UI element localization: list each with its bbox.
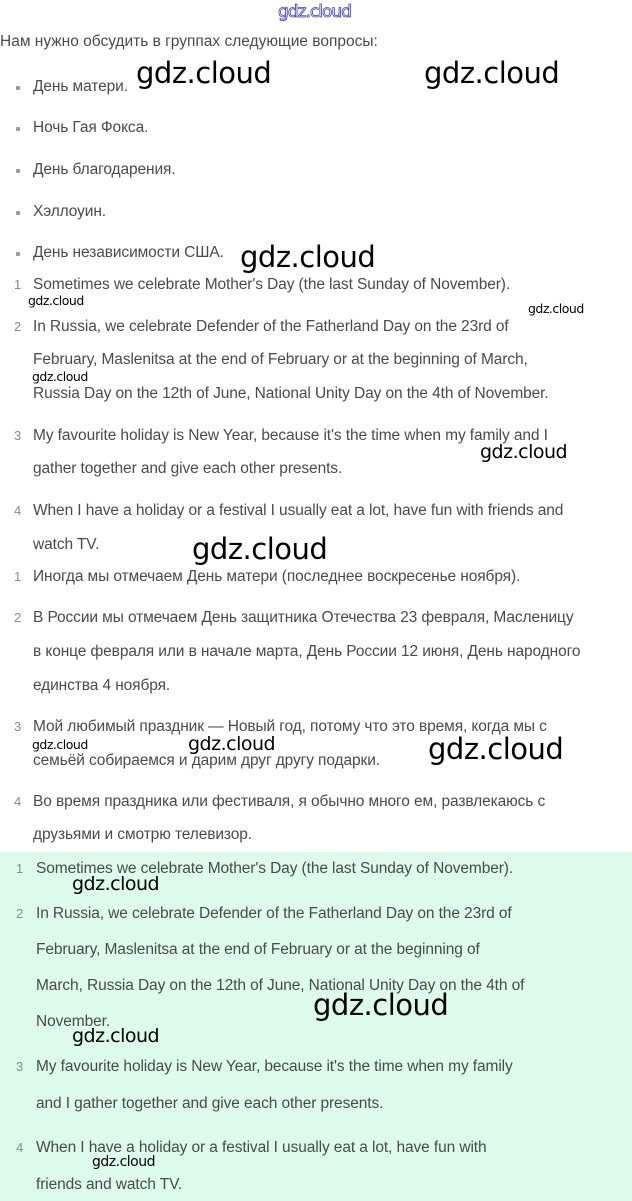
watermark: gdz.cloud <box>72 873 160 895</box>
answer-line: When I have a holiday or a festival I usually eat a lot, have fun with friends and <box>33 502 564 519</box>
answer-line: семьёй собираемся и дарим друг другу подарки. <box>33 752 380 769</box>
answer-line: When I have a holiday or a festival I usually eat a lot, have fun with <box>36 1139 487 1156</box>
answer-line: February, Maslenitsa at the end of February or at the beginning of March, <box>33 351 528 368</box>
list-item: Хэллоуин. <box>33 203 106 220</box>
answer-line: February, Maslenitsa at the end of February or at the beginning of <box>36 941 480 958</box>
item-number: 3 <box>16 1059 24 1074</box>
watermark: gdz.cloud <box>424 56 560 90</box>
bullet-icon <box>16 127 20 131</box>
bullet-icon <box>16 211 20 215</box>
watermark: gdz.cloud <box>192 532 328 566</box>
answer-line: В России мы отмечаем День защитника Отечества 23 февраля, Масленицу <box>33 609 574 626</box>
item-number: 3 <box>14 719 22 734</box>
bullet-icon <box>16 252 20 256</box>
watermark: gdz.cloud <box>528 301 584 316</box>
answer-line: and I gather together and give each other presents. <box>36 1095 384 1112</box>
answer-line: Во время праздника или фестиваля, я обычно много ем, развлекаюсь с <box>33 793 546 810</box>
list-item: Ночь Гая Фокса. <box>33 119 149 136</box>
watermark: gdz.cloud <box>136 56 272 90</box>
answer-line: March, Russia Day on the 12th of June, National Unity Day on the 4th of <box>36 977 525 994</box>
watermark: gdz.cloud <box>240 240 376 274</box>
bullet-icon <box>16 86 20 90</box>
list-item: День благодарения. <box>33 161 176 178</box>
item-number: 4 <box>14 503 22 518</box>
answer-line: In Russia, we celebrate Defender of the Fatherland Day on the 23rd of <box>33 318 509 335</box>
watermark: gdz.cloud <box>480 441 568 463</box>
answer-line: Иногда мы отмечаем День матери (последнее воскресенье ноября). <box>33 568 521 585</box>
item-number: 4 <box>14 794 22 809</box>
answer-line: My favourite holiday is New Year, because it's the time when my family <box>36 1058 513 1075</box>
item-number: 1 <box>14 569 22 584</box>
answer-line: gather together and give each other presents. <box>33 460 343 477</box>
item-number: 2 <box>16 906 24 921</box>
answer-line: November. <box>36 1013 111 1030</box>
answer-line: Sometimes we celebrate Mother's Day (the last Sunday of November). <box>36 860 514 877</box>
answer-line: Мой любимый праздник — Новый год, потому что это время, когда мы с <box>33 718 547 735</box>
site-logo-watermark: gdz.cloud <box>278 2 351 22</box>
item-number: 2 <box>14 610 22 625</box>
watermark: gdz.cloud <box>92 1154 155 1170</box>
watermark: gdz.cloud <box>32 737 88 752</box>
intro-text: Нам нужно обсудить в группах следующие вопросы: <box>0 33 378 50</box>
watermark: gdz.cloud <box>72 1025 160 1047</box>
answer-line: Sometimes we celebrate Mother's Day (the last Sunday of November). <box>33 276 511 293</box>
watermark: gdz.cloud <box>428 732 564 766</box>
answer-line: друзьями и смотрю телевизор. <box>33 826 253 843</box>
list-item: День матери. <box>33 78 128 95</box>
answer-line: в конце февраля или в начале марта, День России 12 июня, День народного <box>33 643 581 660</box>
item-number: 4 <box>16 1140 24 1155</box>
bullet-icon <box>16 169 20 173</box>
answer-line: My favourite holiday is New Year, because it's the time when my family and I <box>33 427 548 444</box>
answer-line: watch TV. <box>33 536 100 553</box>
watermark: gdz.cloud <box>188 733 276 755</box>
item-number: 1 <box>16 861 24 876</box>
list-item: День независимости США. <box>33 244 224 261</box>
item-number: 2 <box>14 319 22 334</box>
answer-line: единства 4 ноября. <box>33 677 171 694</box>
answer-line: friends and watch TV. <box>36 1176 183 1193</box>
answer-line: In Russia, we celebrate Defender of the Fatherland Day on the 23rd of <box>36 905 512 922</box>
watermark: gdz.cloud <box>313 988 449 1022</box>
watermark: gdz.cloud <box>28 293 84 308</box>
answer-line: Russia Day on the 12th of June, National Unity Day on the 4th of November. <box>33 385 549 402</box>
item-number: 3 <box>14 428 22 443</box>
watermark: gdz.cloud <box>32 369 88 384</box>
item-number: 1 <box>14 277 22 292</box>
